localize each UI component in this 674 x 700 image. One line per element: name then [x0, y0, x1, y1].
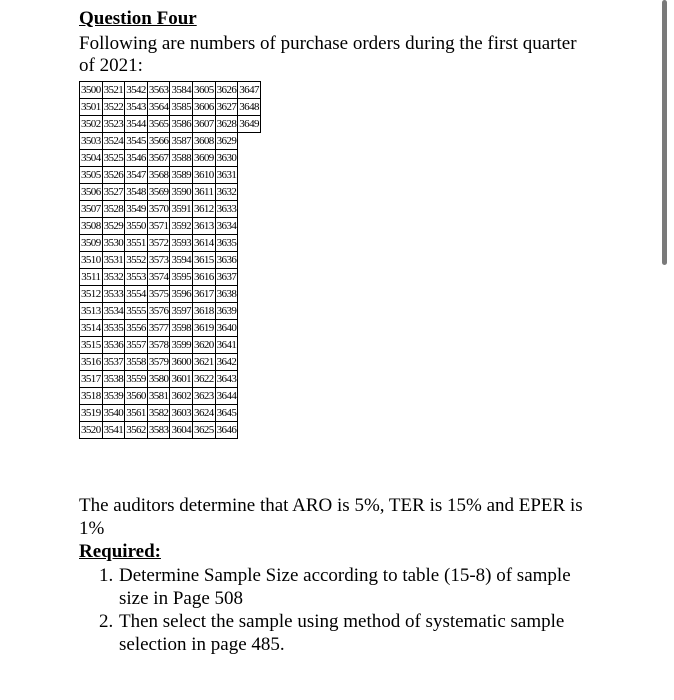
table-cell: 3613	[193, 218, 216, 235]
table-row	[80, 201, 261, 218]
table-cell: 3570	[147, 201, 170, 218]
table-cell: 3500	[80, 82, 103, 99]
table-cell: 3548	[125, 184, 148, 201]
table-cell: 3572	[147, 235, 170, 252]
table-cell: 3592	[170, 218, 193, 235]
table-cell: 3648	[238, 99, 261, 116]
table-cell: 3563	[147, 82, 170, 99]
table-cell: 3558	[125, 354, 148, 371]
table-cell: 3598	[170, 320, 193, 337]
table-cell: 3523	[102, 116, 125, 133]
table-cell: 3642	[215, 354, 238, 371]
table-cell: 3627	[215, 99, 238, 116]
table-cell: 3640	[215, 320, 238, 337]
table-cell: 3546	[125, 150, 148, 167]
table-cell: 3519	[80, 405, 103, 422]
table-cell: 3528	[102, 201, 125, 218]
table-row	[80, 337, 261, 354]
table-cell: 3564	[147, 99, 170, 116]
table-cell: 3608	[193, 133, 216, 150]
table-cell: 3583	[147, 422, 170, 439]
purchase-order-table	[79, 81, 261, 439]
intro-text: Following are numbers of purchase orders during the first quarter of 2021:	[79, 33, 577, 76]
table-cell: 3506	[80, 184, 103, 201]
table-cell: 3644	[215, 388, 238, 405]
table-cell: 3609	[193, 150, 216, 167]
table-cell: 3554	[125, 286, 148, 303]
table-cell: 3513	[80, 303, 103, 320]
table-cell: 3522	[102, 99, 125, 116]
table-cell: 3507	[80, 201, 103, 218]
table-cell: 3632	[215, 184, 238, 201]
table-cell: 3580	[147, 371, 170, 388]
table-cell: 3547	[125, 167, 148, 184]
table-row	[80, 388, 261, 405]
statement-text: The auditors determine that ARO is 5%, TER is 15% and EPER is 1%	[79, 495, 583, 539]
table-cell: 3624	[193, 405, 216, 422]
table-row	[80, 320, 261, 337]
table-cell: 3621	[193, 354, 216, 371]
table-cell: 3505	[80, 167, 103, 184]
table-row	[80, 235, 261, 252]
table-cell: 3562	[125, 422, 148, 439]
table-cell: 3599	[170, 337, 193, 354]
task-number: 2.	[99, 611, 114, 632]
table-row	[80, 286, 261, 303]
table-cell: 3545	[125, 133, 148, 150]
table-cell: 3556	[125, 320, 148, 337]
table-cell: 3568	[147, 167, 170, 184]
table-cell: 3641	[215, 337, 238, 354]
table-cell: 3535	[102, 320, 125, 337]
task-item	[99, 564, 599, 610]
table-cell: 3504	[80, 150, 103, 167]
table-cell: 3542	[125, 82, 148, 99]
table-cell: 3603	[170, 405, 193, 422]
table-cell: 3560	[125, 388, 148, 405]
table-cell: 3515	[80, 337, 103, 354]
table-cell: 3620	[193, 337, 216, 354]
table-cell: 3567	[147, 150, 170, 167]
table-cell: 3581	[147, 388, 170, 405]
table-row	[80, 116, 261, 133]
table-cell: 3539	[102, 388, 125, 405]
table-cell: 3611	[193, 184, 216, 201]
table-cell: 3594	[170, 252, 193, 269]
table-row	[80, 269, 261, 286]
table-cell: 3574	[147, 269, 170, 286]
table-cell: 3618	[193, 303, 216, 320]
task-item	[99, 610, 599, 656]
table-cell: 3501	[80, 99, 103, 116]
question-title: Question Four	[79, 8, 197, 29]
table-cell: 3610	[193, 167, 216, 184]
table-cell: 3530	[102, 235, 125, 252]
table-cell: 3629	[215, 133, 238, 150]
table-cell: 3559	[125, 371, 148, 388]
table-cell: 3509	[80, 235, 103, 252]
table-cell: 3538	[102, 371, 125, 388]
table-row	[80, 371, 261, 388]
table-cell: 3565	[147, 116, 170, 133]
table-row	[80, 354, 261, 371]
table-cell: 3601	[170, 371, 193, 388]
table-cell: 3649	[238, 116, 261, 133]
table-cell: 3579	[147, 354, 170, 371]
table-cell: 3540	[102, 405, 125, 422]
table-cell: 3597	[170, 303, 193, 320]
table-cell: 3511	[80, 269, 103, 286]
table-cell: 3593	[170, 235, 193, 252]
table-cell: 3595	[170, 269, 193, 286]
table-cell: 3596	[170, 286, 193, 303]
table-cell: 3586	[170, 116, 193, 133]
table-cell: 3638	[215, 286, 238, 303]
task-text: Determine Sample Size according to table (15-8) of sample size in Page 508	[119, 565, 571, 609]
table-cell: 3536	[102, 337, 125, 354]
table-cell: 3512	[80, 286, 103, 303]
table-cell: 3615	[193, 252, 216, 269]
task-text: Then select the sample using method of systematic sample selection in page 485.	[119, 611, 565, 655]
table-cell: 3591	[170, 201, 193, 218]
table-cell: 3514	[80, 320, 103, 337]
table-row	[80, 167, 261, 184]
table-cell: 3590	[170, 184, 193, 201]
table-cell: 3628	[215, 116, 238, 133]
table-cell: 3557	[125, 337, 148, 354]
table-cell: 3589	[170, 167, 193, 184]
table-cell: 3614	[193, 235, 216, 252]
table-cell: 3623	[193, 388, 216, 405]
table-cell: 3553	[125, 269, 148, 286]
table-cell: 3521	[102, 82, 125, 99]
table-cell: 3631	[215, 167, 238, 184]
table-cell: 3525	[102, 150, 125, 167]
table-cell: 3645	[215, 405, 238, 422]
table-cell: 3529	[102, 218, 125, 235]
table-cell: 3584	[170, 82, 193, 99]
table-cell: 3566	[147, 133, 170, 150]
table-cell: 3561	[125, 405, 148, 422]
table-cell: 3625	[193, 422, 216, 439]
table-cell: 3604	[170, 422, 193, 439]
table-cell: 3510	[80, 252, 103, 269]
table-cell: 3531	[102, 252, 125, 269]
table-cell: 3516	[80, 354, 103, 371]
table-cell: 3508	[80, 218, 103, 235]
table-cell: 3626	[215, 82, 238, 99]
table-row	[80, 99, 261, 116]
table-cell: 3517	[80, 371, 103, 388]
table-row	[80, 82, 261, 99]
table-cell: 3578	[147, 337, 170, 354]
table-cell: 3537	[102, 354, 125, 371]
table-cell: 3643	[215, 371, 238, 388]
table-row	[80, 184, 261, 201]
table-cell: 3520	[80, 422, 103, 439]
table-cell: 3587	[170, 133, 193, 150]
table-cell: 3573	[147, 252, 170, 269]
table-cell: 3605	[193, 82, 216, 99]
table-cell: 3616	[193, 269, 216, 286]
table-cell: 3532	[102, 269, 125, 286]
task-list	[99, 564, 599, 656]
table-row	[80, 150, 261, 167]
table-cell: 3576	[147, 303, 170, 320]
table-cell: 3647	[238, 82, 261, 99]
table-cell: 3551	[125, 235, 148, 252]
table-cell: 3636	[215, 252, 238, 269]
table-row	[80, 405, 261, 422]
table-row	[80, 303, 261, 320]
table-cell: 3637	[215, 269, 238, 286]
table-cell: 3543	[125, 99, 148, 116]
table-cell: 3612	[193, 201, 216, 218]
table-row	[80, 218, 261, 235]
table-cell: 3634	[215, 218, 238, 235]
table-cell: 3571	[147, 218, 170, 235]
table-cell: 3552	[125, 252, 148, 269]
table-cell: 3607	[193, 116, 216, 133]
table-cell: 3577	[147, 320, 170, 337]
table-cell: 3619	[193, 320, 216, 337]
table-cell: 3502	[80, 116, 103, 133]
table-cell: 3533	[102, 286, 125, 303]
table-cell: 3622	[193, 371, 216, 388]
table-cell: 3617	[193, 286, 216, 303]
table-cell: 3588	[170, 150, 193, 167]
table-cell: 3582	[147, 405, 170, 422]
table-cell: 3630	[215, 150, 238, 167]
table-cell: 3646	[215, 422, 238, 439]
table-cell: 3602	[170, 388, 193, 405]
scrollbar[interactable]	[662, 0, 667, 265]
table-cell: 3518	[80, 388, 103, 405]
table-cell: 3534	[102, 303, 125, 320]
table-cell: 3569	[147, 184, 170, 201]
table-cell: 3575	[147, 286, 170, 303]
table-cell: 3633	[215, 201, 238, 218]
table-row	[80, 133, 261, 150]
table-cell: 3527	[102, 184, 125, 201]
table-cell: 3639	[215, 303, 238, 320]
table-row	[80, 422, 261, 439]
table-cell: 3526	[102, 167, 125, 184]
table-cell: 3606	[193, 99, 216, 116]
table-cell: 3635	[215, 235, 238, 252]
table-cell: 3524	[102, 133, 125, 150]
table-cell: 3549	[125, 201, 148, 218]
table-row	[80, 252, 261, 269]
table-cell: 3503	[80, 133, 103, 150]
task-number: 1.	[99, 565, 114, 586]
table-cell: 3550	[125, 218, 148, 235]
table-cell: 3600	[170, 354, 193, 371]
table-cell: 3585	[170, 99, 193, 116]
table-cell: 3555	[125, 303, 148, 320]
table-cell: 3544	[125, 116, 148, 133]
table-cell: 3541	[102, 422, 125, 439]
required-heading: Required:	[79, 541, 161, 562]
